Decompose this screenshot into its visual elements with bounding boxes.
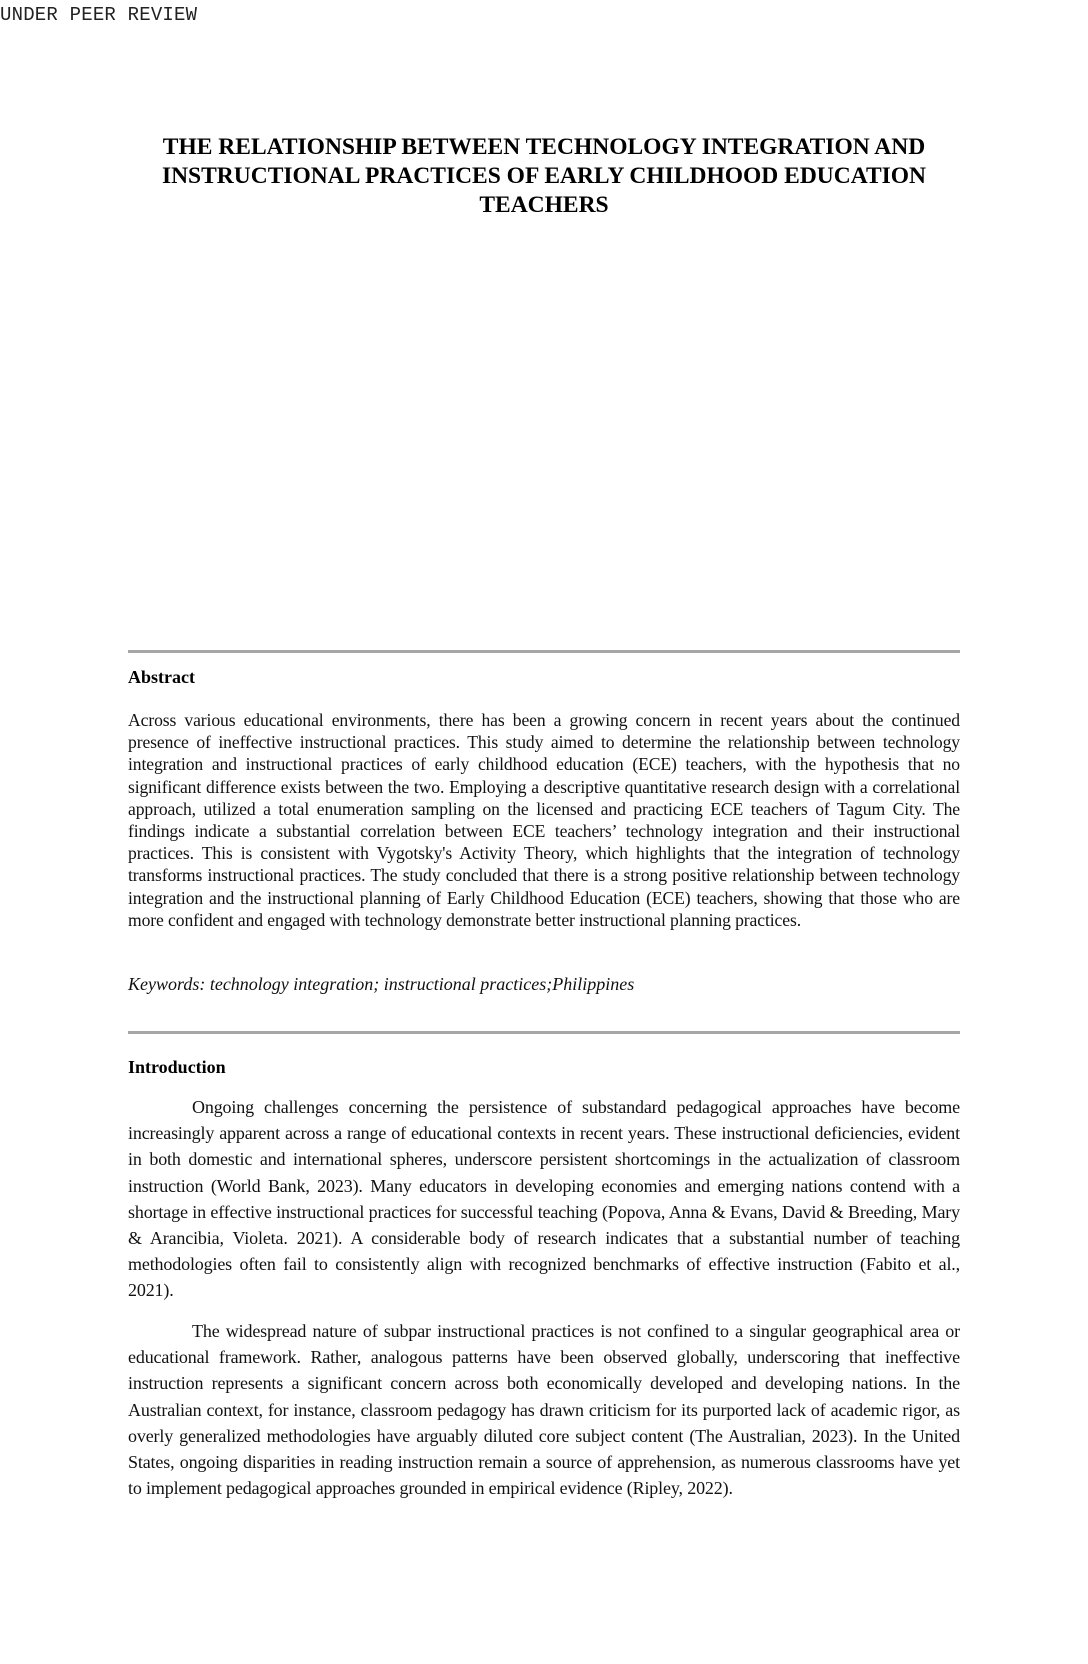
abstract-text: Across various educational environments, there has been a growing concern in recent years about the continued presence of ineffective instructional practices. This study aimed to determine the relationship between technology integration and instructional practices of early childhood education (ECE) teachers, with the hypothesis that no significant difference exists between the two. Employing a descriptive quantitative research design with a correlational approach, utilized a total enumeration sampling on the licensed and practicing ECE teachers of Tagum City. The findings indicate a substantial correlation between ECE teachers’ technology integration and their instructional practices. This is consistent with Vygotsky's Activity Theory, which highlights that the integration of technology transforms instructional practices. The study concluded that there is a strong positive relationship between technology integration and the instructional planning of Early Childhood Education (ECE) teachers, showing that those who are more confident and engaged with technology demonstrate better instructional planning practices. — [128, 710, 960, 930]
section-divider — [128, 1031, 960, 1034]
peer-review-watermark: UNDER PEER REVIEW — [0, 4, 198, 26]
introduction-paragraph: The widespread nature of subpar instructional practices is not confined to a singular geographical area or educational framework. Rather, analogous patterns have been observed globally, underscoring that ineffective instruction represents a significant concern across both economically developed and developing nations. In the Australian context, for instance, classroom pedagogy has drawn criticism for its purported lack of academic rigor, as overly generalized methodologies have arguably diluted core subject content (The Australian, 2023). In the United States, ongoing disparities in reading instruction remain a source of apprehension, as numerous classrooms have yet to implement pedagogical approaches grounded in empirical evidence (Ripley, 2022). — [128, 1321, 960, 1499]
introduction-paragraph: Ongoing challenges concerning the persistence of substandard pedagogical approaches have become increasingly apparent across a range of educational contexts in recent years. These instructional deficiencies, evident in both domestic and international spheres, underscore persistent shortcomings in the actualization of classroom instruction (World Bank, 2023). Many educators in developing economies and emerging nations contend with a shortage in effective instructional practices for successful teaching (Popova, Anna & Evans, David & Breeding, Mary & Arancibia, Violeta. 2021). A considerable body of research indicates that a substantial number of teaching methodologies often fail to consistently align with recognized benchmarks of effective instruction (Fabito et al., 2021). — [128, 1097, 960, 1301]
keywords: Keywords: technology integration; instructional practices;Philippines — [128, 974, 635, 994]
paper-title — [128, 133, 960, 220]
title-line: INSTRUCTIONAL PRACTICES OF EARLY CHILDHOOD EDUCATION — [161, 163, 927, 189]
section-divider — [128, 650, 960, 653]
title-line: THE RELATIONSHIP BETWEEN TECHNOLOGY INTEGRATION AND — [162, 134, 926, 160]
title-line: TEACHERS — [479, 192, 609, 218]
introduction-heading: Introduction — [128, 1057, 226, 1077]
abstract-heading: Abstract — [128, 667, 195, 687]
